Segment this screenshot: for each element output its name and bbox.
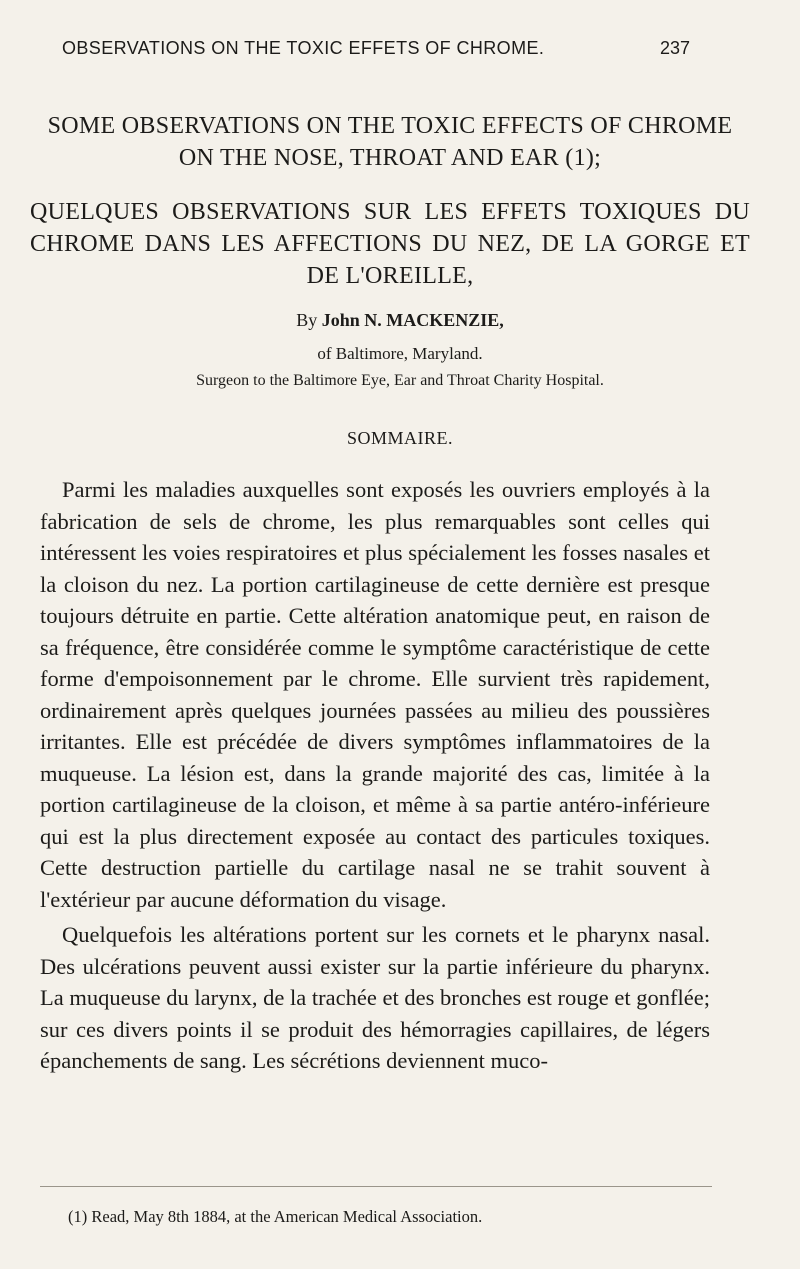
author-name: John N. MACKENZIE, xyxy=(321,310,504,330)
paragraph: Parmi les maladies auxquelles sont exposés les ouvriers employés à la fabrication de sels de chrome, les plus remarquables sont celles qui intéressent les voies respiratoires et plus spécialement les fosses nasales et la cloison du nez. La portion cartilagineuse de cette dernière est presque toujours détruite en partie. Cette altération anatomique peut, en raison de sa fréquence, être considérée comme le symptôme caractéristique de cette forme d'empoisonnement par le chrome. Elle survient très rapidement, ordinairement après quelques journées passées au milieu des poussières irritantes. Elle est précédée de divers symptômes inflammatoires de la muqueuse. La lésion est, dans la grande majorité des cas, limitée à la portion cartilagineuse de la cloison, et même à sa partie antéro-inférieure qui est la plus directement exposée au contact des particules toxiques. Cette destruction partielle du cartilage nasal ne se trahit souvent à l'extérieur par aucune déformation du visage. xyxy=(40,477,710,912)
running-head: OBSERVATIONS ON THE TOXIC EFFETS OF CHROME. xyxy=(62,38,545,58)
paragraph: Quelquefois les altérations portent sur les cornets et le pharynx nasal. Des ulcérations peuvent aussi exister sur la partie inférieure du pharynx. La muqueuse du larynx, de la trachée et des bronches est rouge et gonflée; sur ces divers points il se produit des hémorragies capillaires, de légers épanchements de sang. Les sécrétions deviennent muco- xyxy=(40,922,710,1073)
article-title-french: QUELQUES OBSERVATIONS SUR LES EFFETS TOXIQUES DU CHROME DANS LES AFFECTIONS DU NEZ, DE LA GORGE ET DE L'OREILLE, xyxy=(30,199,750,289)
footnote-divider xyxy=(40,1186,712,1187)
article-title-english: SOME OBSERVATIONS ON THE TOXIC EFFECTS OF CHROME ON THE NOSE, THROAT AND EAR (1); xyxy=(47,113,733,171)
body-text xyxy=(40,474,710,1077)
footnote: (1) Read, May 8th 1884, at the American Medical Association. xyxy=(68,1207,483,1226)
author-affiliation: of Baltimore, Maryland. xyxy=(317,344,483,363)
byline xyxy=(0,310,800,331)
byline-prefix: By xyxy=(296,310,318,330)
page-number: 237 xyxy=(660,38,691,58)
author-position: Surgeon to the Baltimore Eye, Ear and Throat Charity Hospital. xyxy=(196,372,604,389)
section-heading: SOMMAIRE. xyxy=(346,428,453,448)
